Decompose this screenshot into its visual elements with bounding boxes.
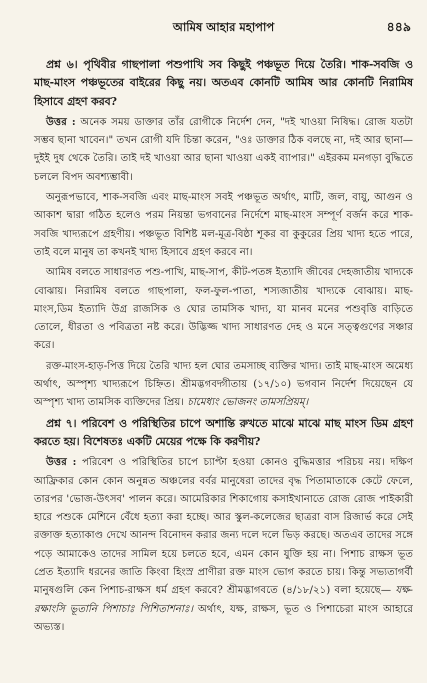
body-text [34, 56, 413, 637]
answer-7-paragraph-1 [34, 453, 413, 637]
answer-6-paragraph-3: আমিষ বলতে সাধারণত পশু-পাখি, মাছ-সাপ, কীট-পতঙ্গ ইত্যাদি জীবের দেহজাতীয় খাদ্যকে বোঝায়। নিরামিষ বলতে গাছপালা, ফল-ফুল-পাতা, শস্যজাতীয় খাদ্যকে বোঝায়। মাছ-মাংস,ডিম ইত্যাদি উগ্র রাজসিক ও ঘোর তামসিক খাদ্য, যা মানব মনের পশুবৃত্তি বাড়িতে তোলে, ধীরতা ও পবিত্রতা নষ্ট করে। উদ্ভিজ্জ খাদ্য সাধারণত দেহ ও মনে সত্ত্বগুণের সঞ্চার করে। [34, 267, 413, 352]
question-6 [34, 56, 413, 111]
question-label: প্রশ্ন ৬। [46, 58, 78, 71]
chapter-title: আমিষ আহার মহাপাপ [172, 20, 275, 34]
question-label: প্রশ্ন ৭। [46, 416, 77, 430]
answer-label: উত্তর : [46, 456, 77, 469]
answer-label: উত্তর : [46, 115, 76, 128]
answer-text: পরিবেশ ও পরিস্থিতির চাপে চ্যাপ্টা হওয়া কোনও বুদ্ধিমত্তার পরিচয় নয়। দক্ষিণ আফ্রিকার কোন কোন অনুন্নত অঞ্চলের বর্বর মানুষেরা তাদের বৃদ্ধ পিতামাতাকে কেটে ফেলে, তারপর 'ভোজ-উৎসব' পালন করে। আমেরিকার শিকাগোয় কসাইখানাতে রোজ রোজ পাইকারী হারে পশুকে মেশিনে বেঁধে হত্যা করা হচ্ছে। আর স্কুল-কলেজের ছাত্ররা বাস রিজার্ভ করে সেই রক্তাক্ত হত্যাকাণ্ড দেখে আনন্দ বিনোদন করার জন্য দলে দলে ভিড় করছে। অতএব তাদের সঙ্গে পড়ে আমাকেও তাদের সামিল হয়ে চলতে হবে, এমন কোন যুক্তি হয় না। পিশাচ রাক্ষস ভূত প্রেত ইত্যাদি ধরনের জাতি কিংবা হিংস্র প্রাণীরা রক্ত মাংস ভোগ করতে চায়। কিন্তু সভ্যতাগর্বী মানুষগুলি কেন পিশাচ-রাক্ষস ধর্ম গ্রহণ করবে? শ্রীমদ্ভাগবতে (৪/১৮/২১) বলা হয়েছে— [34, 457, 413, 597]
question-text: পরিবেশ ও পরিস্থিতির চাপে অশান্তি রুখতে মাঝে মাঝে মাছ মাংস ডিম গ্রহণ করতে হয়। বিশেষতঃ একটি মেয়ের পক্ষে কি করণীয়? [34, 416, 413, 448]
page-number: ৪৪৯ [386, 19, 411, 34]
answer-6-paragraph-4 [34, 358, 413, 413]
paragraph-text: রক্ত-মাংস-হাড়-পিত্ত দিয়ে তৈরি খাদ্য হল ঘোর তমসাচ্ছ ব্যক্তির খাদ্য। তাই মাছ-মাংস অমেধ্য অর্থাৎ, অস্পৃশ্য খাদ্যরূপে চিহ্নিত। শ্রীমদ্ভগবদ্গীতায় (১৭/১০) ভগবান নির্দেশ দিয়েছেন যে অস্পৃশ্য খাদ্য তামসিক ব্যক্তিদের প্রিয়। [34, 360, 413, 409]
question-text: পৃথিবীর গাছপালা পশুপাখি সব কিছুই পঞ্চভূত দিয়ে তৈরি। শাক-সবজি ও মাছ-মাংস পঞ্চভূতের বাইরের কিছু নয়। অতএব কোনটি আমিষ আর কোনটি নিরামিষ হিসাবে গ্রহণ করব? [34, 58, 413, 108]
answer-text: অনেক সময় ডাক্তার তাঁর রোগীকে নির্দেশ দেন, "দই খাওয়া নিষিদ্ধ। রোজ যতটা সম্ভব ছানা খাবেন।" তখন রোগী যদি চিন্তা করেন, "ওঃ ডাক্তার ঠিক বলছে না, দই আর ছানা—দুইই দুধ থেকে তৈরি। তাই দই খাওয়া আর ছানা খাওয়া একই ব্যাপার।" এইরকম মনগড়া বুদ্ধিতে চললে বিপদ অবশ্যম্ভাবী। [34, 116, 413, 183]
answer-6-paragraph-2: অনুরূপভাবে, শাক-সবজি এবং মাছ-মাংস সবই পঞ্চভূত অর্থাৎ, মাটি, জল, বায়ু, আগুন ও আকাশ দ্বারা গঠিত হলেও পরম নিয়ন্তা ভগবানের নির্দেশে মাছ-মাংস সম্পূর্ণ বর্জন করে শাক-সবজি খাদ্যরূপে গ্রহণীয়। পঞ্চভূত বিশিষ্ট মল-মূত্র-বিষ্ঠা শূকর বা কুকুরের প্রিয় খাদ্য হতে পারে, তাই বলে মানুষ তা কখনই খাদ্য হিসাবে গ্রহণ করবে না। [34, 192, 413, 258]
bhagavatam-quote: যক্ষ-রক্ষাংসি ভূতানি পিশাচাঃ পিশিতাশনাঃ। [34, 585, 413, 615]
answer-6-paragraph-1 [34, 113, 413, 187]
answer-tail: অর্থাৎ, যক্ষ, রাক্ষস, ভূত ও পিশাচেরা মাংস আহারে অভ্যস্ত। [34, 603, 413, 633]
running-header [34, 16, 413, 38]
gita-quote: চামেধ্যং ভোজনং তামসপ্রিয়ম্। [187, 397, 309, 409]
question-7 [34, 415, 413, 452]
